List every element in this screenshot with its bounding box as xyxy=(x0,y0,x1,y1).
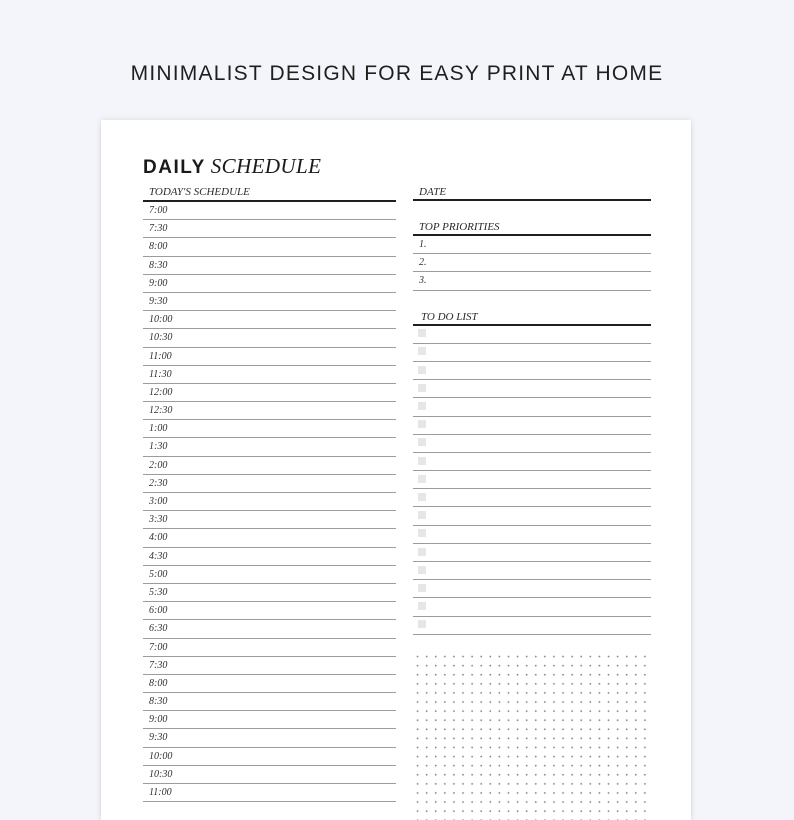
checkbox-icon[interactable] xyxy=(418,329,426,337)
schedule-row[interactable]: 8:30 xyxy=(143,257,396,275)
todo-row[interactable] xyxy=(413,453,651,471)
schedule-row[interactable]: 9:30 xyxy=(143,293,396,311)
todo-heading: TO DO LIST xyxy=(413,309,651,326)
banner-heading: MINIMALIST DESIGN FOR EASY PRINT AT HOME xyxy=(130,62,664,85)
todo-row[interactable] xyxy=(413,544,651,562)
page-title xyxy=(143,154,321,179)
schedule-heading: TODAY'S SCHEDULE xyxy=(143,184,396,202)
schedule-row[interactable]: 10:00 xyxy=(143,311,396,329)
todo-row[interactable] xyxy=(413,489,651,507)
todo-row[interactable] xyxy=(413,417,651,435)
todo-row[interactable] xyxy=(413,380,651,398)
schedule-row[interactable]: 5:00 xyxy=(143,566,396,584)
schedule-row[interactable]: 7:30 xyxy=(143,657,396,675)
schedule-row[interactable]: 10:30 xyxy=(143,329,396,347)
checkbox-icon[interactable] xyxy=(418,511,426,519)
priority-row[interactable]: 1. xyxy=(413,236,651,254)
checkbox-icon[interactable] xyxy=(418,529,426,537)
schedule-row[interactable]: 9:00 xyxy=(143,275,396,293)
schedule-row[interactable]: 1:00 xyxy=(143,420,396,438)
schedule-row[interactable]: 9:30 xyxy=(143,729,396,747)
priority-row[interactable]: 2. xyxy=(413,254,651,272)
spacer xyxy=(413,201,651,219)
checkbox-icon[interactable] xyxy=(418,602,426,610)
schedule-row[interactable]: 7:00 xyxy=(143,639,396,657)
schedule-row[interactable]: 10:00 xyxy=(143,748,396,766)
checkbox-icon[interactable] xyxy=(418,438,426,446)
checkbox-icon[interactable] xyxy=(418,620,426,628)
todo-row[interactable] xyxy=(413,344,651,362)
title-italic: SCHEDULE xyxy=(210,154,322,178)
todo-row[interactable] xyxy=(413,471,651,489)
date-heading: DATE xyxy=(413,184,651,201)
checkbox-icon[interactable] xyxy=(418,493,426,501)
checkbox-icon[interactable] xyxy=(418,420,426,428)
schedule-row[interactable]: 11:00 xyxy=(143,784,396,802)
schedule-row[interactable]: 5:30 xyxy=(143,584,396,602)
todo-row[interactable] xyxy=(413,326,651,344)
schedule-row[interactable]: 1:30 xyxy=(143,438,396,456)
todo-row[interactable] xyxy=(413,617,651,635)
todo-row[interactable] xyxy=(413,562,651,580)
dot-grid-notes xyxy=(413,652,651,820)
schedule-row[interactable]: 12:00 xyxy=(143,384,396,402)
schedule-row[interactable]: 3:00 xyxy=(143,493,396,511)
schedule-row[interactable]: 11:30 xyxy=(143,366,396,384)
todo-row[interactable] xyxy=(413,580,651,598)
schedule-row[interactable]: 6:30 xyxy=(143,620,396,638)
todo-row[interactable] xyxy=(413,398,651,416)
schedule-row[interactable]: 8:30 xyxy=(143,693,396,711)
priority-row[interactable]: 3. xyxy=(413,272,651,290)
checkbox-icon[interactable] xyxy=(418,366,426,374)
schedule-row[interactable]: 10:30 xyxy=(143,766,396,784)
schedule-row[interactable]: 8:00 xyxy=(143,675,396,693)
title-bold: DAILY xyxy=(143,157,206,178)
priorities-heading: TOP PRIORITIES xyxy=(413,219,651,236)
checkbox-icon[interactable] xyxy=(418,475,426,483)
spacer xyxy=(413,291,651,309)
checkbox-icon[interactable] xyxy=(418,548,426,556)
todo-rows xyxy=(413,326,651,635)
schedule-row[interactable]: 12:30 xyxy=(143,402,396,420)
planner-page xyxy=(101,120,691,820)
schedule-row[interactable]: 4:00 xyxy=(143,529,396,547)
checkbox-icon[interactable] xyxy=(418,347,426,355)
todo-row[interactable] xyxy=(413,526,651,544)
checkbox-icon[interactable] xyxy=(418,384,426,392)
priorities-rows xyxy=(413,236,651,291)
checkbox-icon[interactable] xyxy=(418,566,426,574)
schedule-rows xyxy=(143,202,396,802)
right-column xyxy=(413,184,651,635)
todo-row[interactable] xyxy=(413,362,651,380)
schedule-row[interactable]: 7:00 xyxy=(143,202,396,220)
schedule-row[interactable]: 9:00 xyxy=(143,711,396,729)
todo-row[interactable] xyxy=(413,435,651,453)
todo-row[interactable] xyxy=(413,507,651,525)
schedule-row[interactable]: 2:30 xyxy=(143,475,396,493)
checkbox-icon[interactable] xyxy=(418,584,426,592)
checkbox-icon[interactable] xyxy=(418,402,426,410)
checkbox-icon[interactable] xyxy=(418,457,426,465)
schedule-row[interactable]: 7:30 xyxy=(143,220,396,238)
schedule-column xyxy=(143,184,396,802)
schedule-row[interactable]: 11:00 xyxy=(143,348,396,366)
todo-row[interactable] xyxy=(413,598,651,616)
schedule-row[interactable]: 4:30 xyxy=(143,548,396,566)
schedule-row[interactable]: 2:00 xyxy=(143,457,396,475)
schedule-row[interactable]: 6:00 xyxy=(143,602,396,620)
schedule-row[interactable]: 3:30 xyxy=(143,511,396,529)
schedule-row[interactable]: 8:00 xyxy=(143,238,396,256)
